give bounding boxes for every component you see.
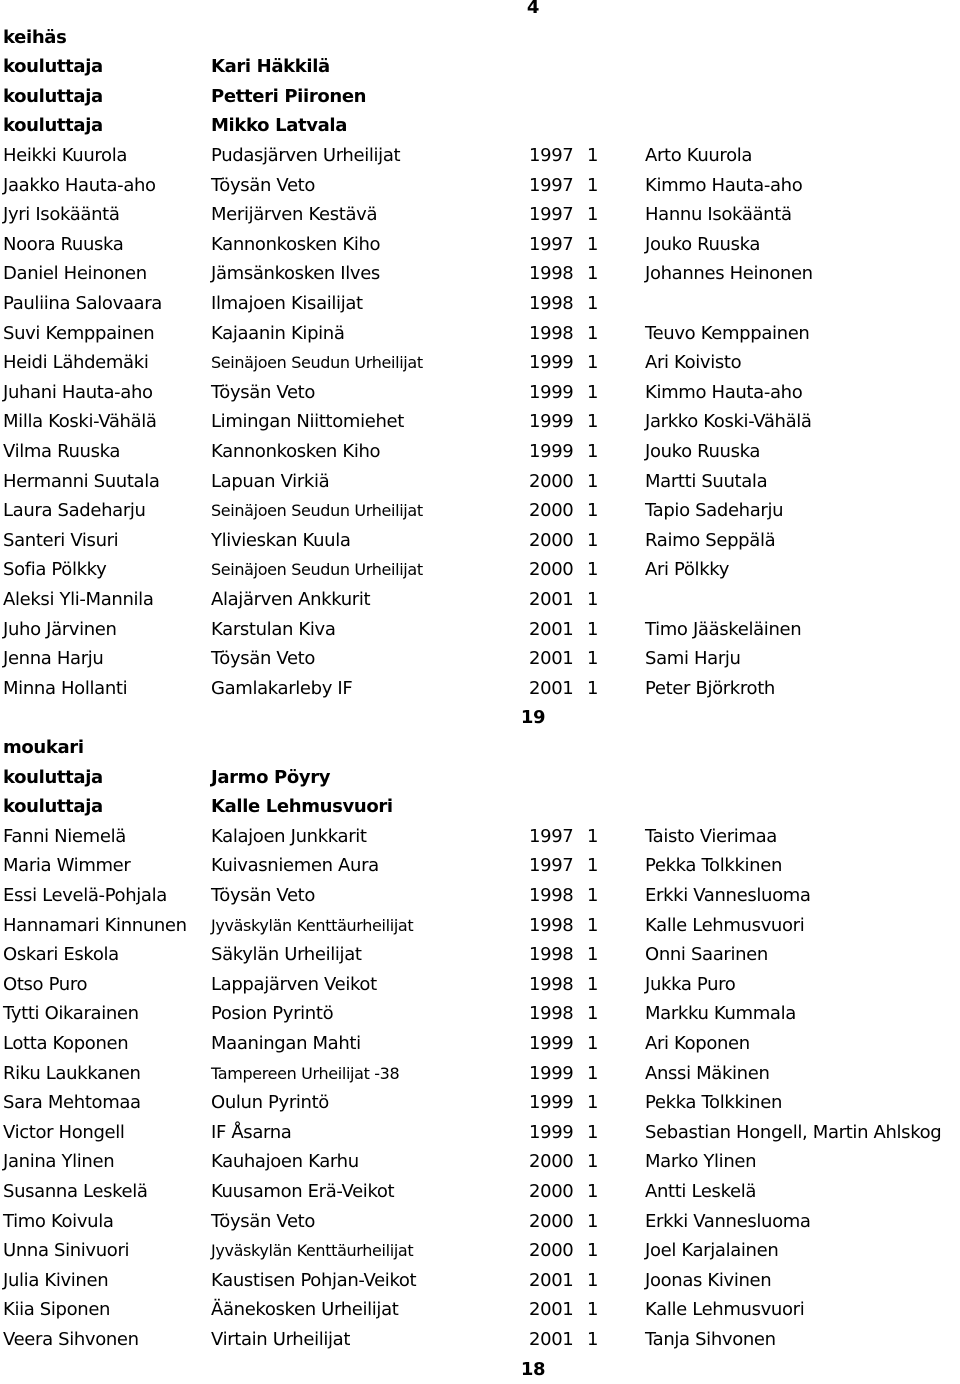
athlete-row	[0, 437, 960, 467]
club-name: Kajaanin Kipinä	[211, 322, 345, 344]
athlete-row	[0, 1059, 960, 1089]
athlete-row	[0, 1207, 960, 1237]
birth-year: 1997	[529, 174, 574, 196]
club-name: Kalajoen Junkkarit	[211, 825, 367, 847]
birth-year: 1997	[529, 145, 574, 166]
trainer-row	[0, 111, 960, 141]
coach-name: Marko Ylinen	[645, 1151, 757, 1173]
section-total: 19	[520, 707, 546, 729]
athlete-row	[0, 1236, 960, 1266]
coach-name: Jouko Ruuska	[645, 441, 761, 462]
coach-name: Kimmo Hauta-aho	[645, 174, 803, 196]
athlete-row	[0, 911, 960, 941]
athlete-name: Hermanni Suutala	[3, 470, 160, 492]
club-name: Gamlakarleby IF	[211, 677, 353, 699]
birth-year: 1997	[529, 825, 574, 847]
coach-name: Onni Saarinen	[645, 944, 768, 966]
birth-year: 2001	[529, 589, 574, 610]
coach-name: Kalle Lehmusvuori	[645, 1299, 805, 1321]
birth-year: 1999	[529, 411, 574, 433]
athlete-name: Veera Sihvonen	[3, 1329, 139, 1350]
coach-name: Erkki Vannesluoma	[645, 1210, 811, 1232]
athlete-name: Victor Hongell	[3, 1121, 125, 1143]
athlete-name: Otso Puro	[3, 973, 88, 995]
athlete-row	[0, 230, 960, 260]
birth-year: 1999	[529, 381, 574, 403]
count: 1	[587, 1121, 599, 1143]
birth-year: 2000	[529, 470, 574, 492]
athlete-name: Jenna Harju	[3, 648, 104, 670]
coach-name: Jukka Puro	[645, 973, 736, 995]
club-name: Äänekosken Urheilijat	[211, 1299, 399, 1321]
athlete-row	[0, 999, 960, 1029]
athlete-name: Pauliina Salovaara	[3, 293, 162, 314]
coach-name: Raimo Seppälä	[645, 529, 776, 551]
club-name: Kuivasniemen Aura	[211, 855, 379, 877]
count: 1	[587, 204, 599, 226]
count: 1	[587, 944, 599, 966]
trainer-row	[0, 792, 960, 822]
count: 1	[587, 559, 599, 581]
trainer-role: kouluttaja	[3, 85, 103, 107]
count: 1	[587, 973, 599, 995]
count: 1	[587, 1151, 599, 1173]
athlete-name: Vilma Ruuska	[3, 441, 121, 462]
trainer-row	[0, 82, 960, 112]
athlete-row	[0, 259, 960, 289]
club-name: Oulun Pyrintö	[211, 1092, 329, 1114]
trainer-role: kouluttaja	[3, 115, 103, 137]
athlete-name: Aleksi Yli-Mannila	[3, 589, 154, 610]
club-name: Ylivieskan Kuula	[211, 529, 351, 551]
athlete-name: Minna Hollanti	[3, 677, 128, 699]
birth-year: 1997	[529, 855, 574, 877]
section-title: moukari	[3, 737, 84, 758]
club-name: Karstulan Kiva	[211, 618, 336, 640]
coach-name: Tapio Sadeharju	[645, 500, 784, 522]
trainer-role: kouluttaja	[3, 766, 103, 788]
count: 1	[587, 1033, 599, 1054]
athlete-name: Julia Kivinen	[3, 1269, 109, 1291]
count: 1	[587, 1240, 599, 1262]
athlete-row	[0, 881, 960, 911]
club-name: Tampereen Urheilijat -38	[211, 1063, 400, 1083]
count: 1	[587, 500, 599, 522]
club-name: Kauhajoen Karhu	[211, 1151, 359, 1173]
coach-name: Joel Karjalainen	[645, 1240, 779, 1262]
coach-name: Arto Kuurola	[645, 145, 753, 166]
athlete-name: Oskari Eskola	[3, 944, 119, 966]
count: 1	[587, 1269, 599, 1291]
count: 1	[587, 322, 599, 344]
coach-name: Ari Pölkky	[645, 559, 730, 581]
club-name: Limingan Niittomiehet	[211, 411, 404, 433]
birth-year: 1998	[529, 944, 574, 966]
athlete-row	[0, 851, 960, 881]
club-name: Merijärven Kestävä	[211, 204, 378, 226]
birth-year: 1997	[529, 204, 574, 226]
athlete-name: Jyri Isokääntä	[3, 204, 120, 226]
athlete-row	[0, 555, 960, 585]
club-name: Töysän Veto	[211, 885, 316, 906]
athlete-name: Heikki Kuurola	[3, 145, 128, 166]
club-name: Kannonkosken Kiho	[211, 441, 381, 462]
trainer-role: kouluttaja	[3, 796, 103, 818]
club-name: Maaningan Mahti	[211, 1033, 361, 1054]
club-name: Pudasjärven Urheilijat	[211, 145, 401, 166]
athlete-row	[0, 378, 960, 408]
athlete-name: Juho Järvinen	[3, 618, 117, 640]
count: 1	[587, 855, 599, 877]
coach-name: Timo Jääskeläinen	[645, 618, 802, 640]
coach-name: Tanja Sihvonen	[645, 1329, 776, 1350]
athlete-name: Kiia Siponen	[3, 1299, 111, 1321]
athlete-name: Unna Sinivuori	[3, 1240, 130, 1262]
club-name: Kannonkosken Kiho	[211, 233, 381, 255]
coach-name: Jouko Ruuska	[645, 233, 761, 255]
trainer-name: Petteri Piironen	[211, 85, 367, 107]
trainer-role: kouluttaja	[3, 56, 103, 78]
athlete-name: Sofia Pölkky	[3, 559, 107, 581]
athlete-row	[0, 526, 960, 556]
athlete-row	[0, 289, 960, 319]
athlete-name: Santeri Visuri	[3, 529, 119, 551]
count: 1	[587, 381, 599, 403]
coach-name: Ari Koponen	[645, 1033, 750, 1054]
club-name: Seinäjoen Seudun Urheilijat	[211, 501, 423, 521]
birth-year: 2000	[529, 1210, 574, 1232]
athlete-row	[0, 1029, 960, 1059]
athlete-name: Fanni Niemelä	[3, 825, 126, 847]
count: 1	[587, 1003, 599, 1025]
club-name: Alajärven Ankkurit	[211, 589, 371, 610]
count: 1	[587, 441, 599, 462]
trainer-name: Kalle Lehmusvuori	[211, 796, 393, 818]
count: 1	[587, 293, 599, 314]
athlete-name: Daniel Heinonen	[3, 263, 147, 285]
birth-year: 1999	[529, 1121, 574, 1143]
birth-year: 1999	[529, 441, 574, 462]
athlete-row	[0, 141, 960, 171]
trainer-row	[0, 52, 960, 82]
club-name: Jyväskylän Kenttäurheilijat	[211, 1241, 414, 1261]
coach-name: Ari Koivisto	[645, 352, 742, 374]
birth-year: 2000	[529, 559, 574, 581]
birth-year: 1999	[529, 1033, 574, 1054]
birth-year: 2000	[529, 1240, 574, 1262]
athlete-row	[0, 1325, 960, 1355]
club-name: Lapuan Virkiä	[211, 470, 330, 492]
section-title: keihäs	[3, 26, 67, 48]
club-name: Seinäjoen Seudun Urheilijat	[211, 560, 423, 580]
count: 1	[587, 1329, 599, 1350]
birth-year: 1998	[529, 322, 574, 344]
coach-name: Taisto Vierimaa	[645, 825, 777, 847]
coach-name: Antti Leskelä	[645, 1181, 757, 1202]
club-name: Töysän Veto	[211, 1210, 316, 1232]
count: 1	[587, 618, 599, 640]
athlete-row	[0, 674, 960, 704]
count: 1	[587, 825, 599, 847]
page-count: 4	[526, 0, 540, 18]
athlete-row	[0, 940, 960, 970]
athlete-name: Noora Ruuska	[3, 233, 124, 255]
athlete-name: Hannamari Kinnunen	[3, 914, 187, 936]
count: 1	[587, 529, 599, 551]
athlete-name: Janina Ylinen	[3, 1151, 115, 1173]
count: 1	[587, 914, 599, 936]
coach-name: Kimmo Hauta-aho	[645, 381, 803, 403]
club-name: Seinäjoen Seudun Urheilijat	[211, 353, 423, 373]
count: 1	[587, 470, 599, 492]
section-total: 18	[520, 1358, 546, 1380]
club-name: Töysän Veto	[211, 648, 316, 670]
athlete-name: Laura Sadeharju	[3, 500, 146, 522]
athlete-name: Jaakko Hauta-aho	[3, 174, 156, 196]
coach-name: Peter Björkroth	[645, 677, 775, 699]
athlete-row	[0, 644, 960, 674]
coach-name: Martti Suutala	[645, 470, 768, 492]
athlete-name: Essi Levelä-Pohjala	[3, 885, 167, 906]
birth-year: 2001	[529, 648, 574, 670]
athlete-row	[0, 1295, 960, 1325]
athlete-name: Suvi Kemppainen	[3, 322, 155, 344]
athlete-name: Tytti Oikarainen	[3, 1003, 139, 1025]
athlete-row	[0, 615, 960, 645]
athlete-row	[0, 319, 960, 349]
coach-name: Markku Kummala	[645, 1003, 796, 1025]
club-name: Jyväskylän Kenttäurheilijat	[211, 915, 414, 935]
birth-year: 2000	[529, 500, 574, 522]
trainer-name: Jarmo Pöyry	[211, 766, 331, 788]
athlete-row	[0, 467, 960, 497]
athlete-row	[0, 348, 960, 378]
birth-year: 2001	[529, 677, 574, 699]
athlete-row	[0, 1088, 960, 1118]
club-name: Jämsänkosken Ilves	[211, 263, 380, 285]
coach-name: Sebastian Hongell, Martin Ahlskog	[645, 1121, 942, 1143]
coach-name: Jarkko Koski-Vähälä	[645, 411, 812, 433]
count: 1	[587, 1181, 599, 1202]
birth-year: 2000	[529, 1151, 574, 1173]
count: 1	[587, 1092, 599, 1114]
athlete-row	[0, 822, 960, 852]
athlete-row	[0, 200, 960, 230]
club-name: Töysän Veto	[211, 381, 316, 403]
athlete-name: Maria Wimmer	[3, 855, 131, 877]
club-name: Kaustisen Pohjan-Veikot	[211, 1269, 417, 1291]
birth-year: 2000	[529, 529, 574, 551]
birth-year: 2001	[529, 1329, 574, 1350]
birth-year: 1998	[529, 973, 574, 995]
count: 1	[587, 1062, 599, 1084]
coach-name: Erkki Vannesluoma	[645, 885, 811, 906]
athlete-row	[0, 1118, 960, 1148]
birth-year: 2001	[529, 618, 574, 640]
count: 1	[587, 352, 599, 374]
birth-year: 1998	[529, 885, 574, 906]
club-name: IF Åsarna	[211, 1121, 292, 1143]
athlete-row	[0, 407, 960, 437]
count: 1	[587, 589, 599, 610]
birth-year: 1998	[529, 1003, 574, 1025]
count: 1	[587, 263, 599, 285]
count: 1	[587, 1299, 599, 1321]
birth-year: 1999	[529, 1062, 574, 1084]
count: 1	[587, 411, 599, 433]
coach-name: Hannu Isokääntä	[645, 204, 792, 226]
club-name: Virtain Urheilijat	[211, 1329, 351, 1350]
count: 1	[587, 648, 599, 670]
club-name: Töysän Veto	[211, 174, 316, 196]
athlete-name: Heidi Lähdemäki	[3, 352, 149, 374]
trainer-row	[0, 763, 960, 793]
coach-name: Pekka Tolkkinen	[645, 1092, 783, 1114]
coach-name: Anssi Mäkinen	[645, 1062, 770, 1084]
count: 1	[587, 145, 599, 166]
athlete-name: Lotta Koponen	[3, 1033, 129, 1054]
count: 1	[587, 1210, 599, 1232]
club-name: Lappajärven Veikot	[211, 973, 377, 995]
trainer-name: Kari Häkkilä	[211, 56, 330, 78]
athlete-row	[0, 496, 960, 526]
coach-name: Kalle Lehmusvuori	[645, 914, 805, 936]
club-name: Posion Pyrintö	[211, 1003, 334, 1025]
club-name: Säkylän Urheilijat	[211, 944, 362, 966]
birth-year: 2000	[529, 1181, 574, 1202]
count: 1	[587, 233, 599, 255]
athlete-name: Susanna Leskelä	[3, 1181, 148, 1202]
count: 1	[587, 677, 599, 699]
count: 1	[587, 885, 599, 906]
birth-year: 1999	[529, 1092, 574, 1114]
athlete-name: Milla Koski-Vähälä	[3, 411, 157, 433]
birth-year: 1998	[529, 293, 574, 314]
athlete-row	[0, 1266, 960, 1296]
athlete-name: Riku Laukkanen	[3, 1062, 141, 1084]
athlete-row	[0, 585, 960, 615]
trainer-name: Mikko Latvala	[211, 115, 348, 137]
birth-year: 2001	[529, 1269, 574, 1291]
club-name: Ilmajoen Kisailijat	[211, 293, 363, 314]
coach-name: Sami Harju	[645, 648, 741, 670]
athlete-row	[0, 1177, 960, 1207]
birth-year: 2001	[529, 1299, 574, 1321]
coach-name: Teuvo Kemppainen	[645, 322, 810, 344]
birth-year: 1998	[529, 263, 574, 285]
athlete-row	[0, 970, 960, 1000]
coach-name: Pekka Tolkkinen	[645, 855, 783, 877]
athlete-row	[0, 1147, 960, 1177]
birth-year: 1999	[529, 352, 574, 374]
athlete-name: Sara Mehtomaa	[3, 1092, 141, 1114]
club-name: Kuusamon Erä-Veikot	[211, 1181, 395, 1202]
birth-year: 1997	[529, 233, 574, 255]
count: 1	[587, 174, 599, 196]
coach-name: Johannes Heinonen	[645, 263, 813, 285]
athlete-name: Juhani Hauta-aho	[3, 381, 153, 403]
athlete-name: Timo Koivula	[3, 1210, 114, 1232]
athlete-row	[0, 171, 960, 201]
coach-name: Joonas Kivinen	[645, 1269, 772, 1291]
birth-year: 1998	[529, 914, 574, 936]
